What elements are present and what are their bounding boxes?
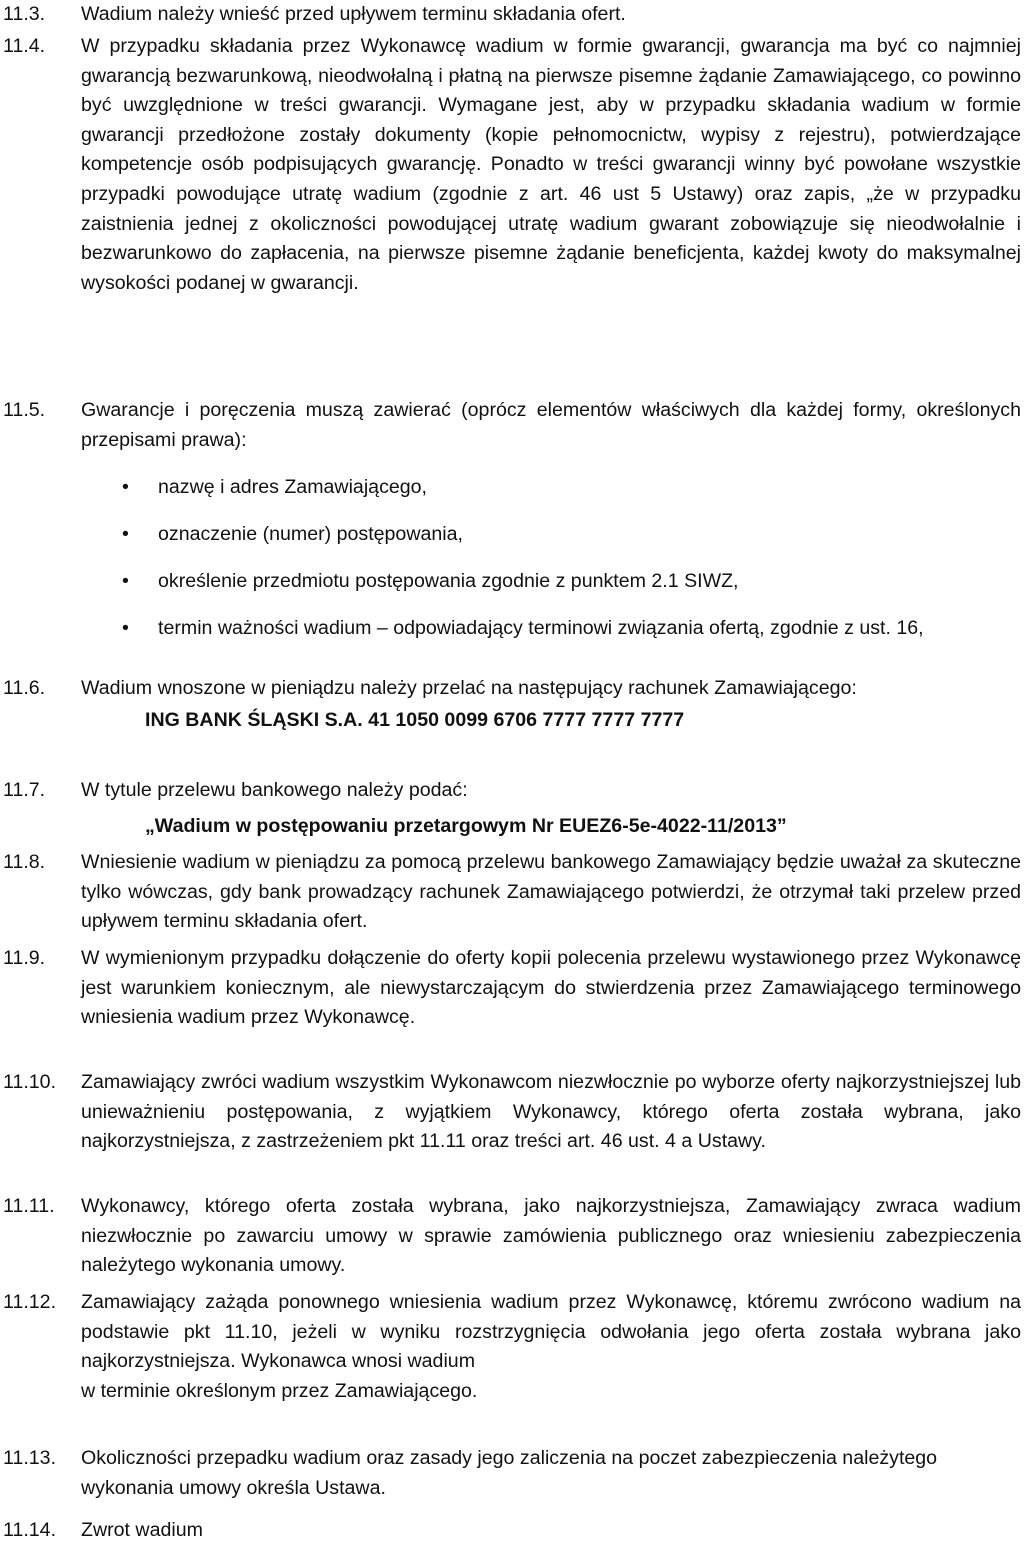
section-11-3 bbox=[0, 0, 1024, 30]
section-number: 11.4. bbox=[3, 35, 46, 57]
list-item bbox=[81, 566, 1021, 596]
list-item-text: nazwę i adres Zamawiającego, bbox=[158, 476, 428, 499]
section-text: Zwrot wadium bbox=[81, 1519, 203, 1541]
section-11-12 bbox=[0, 1288, 1024, 1406]
bullet-icon: • bbox=[122, 476, 129, 499]
section-11-8 bbox=[0, 848, 1024, 937]
section-number: 11.13. bbox=[3, 1447, 57, 1469]
list-item-text: oznaczenie (numer) postępowania, bbox=[158, 523, 463, 546]
bullet-icon: • bbox=[122, 523, 129, 546]
list-item bbox=[81, 613, 1021, 643]
section-text: Okoliczności przepadku wadium oraz zasady jego zaliczenia na poczet zabezpieczenia należytego wykonania umowy określa Ustawa. bbox=[81, 1447, 938, 1499]
section-text: Wykonawcy, którego oferta została wybrana, jako najkorzystniejsza, Zamawiający zwraca wadium niezwłocznie po zawarciu umowy w sprawie zamówienia publicznego oraz wniesieniu zabezpieczenia należytego wykonania umowy. bbox=[81, 1195, 1021, 1277]
section-11-10 bbox=[0, 1068, 1024, 1157]
section-intro: Gwarancje i poręczenia muszą zawierać (oprócz elementów właściwych dla każdej formy, określonych przepisami prawa): bbox=[81, 399, 1021, 451]
section-number: 11.7. bbox=[3, 779, 46, 801]
section-11-13 bbox=[0, 1444, 1024, 1503]
section-number: 11.9. bbox=[3, 947, 46, 969]
section-paragraph: Zamawiający zażąda ponownego wniesienia wadium przez Wykonawcę, któremu zwrócono wadium na podstawie pkt 11.10, jeżeli w wyniku rozstrzygnięcia odwołania jego oferta została wybrana jako najkorzystniejsza. Wykonawca wnosi wadium bbox=[81, 1291, 1021, 1373]
section-text bbox=[81, 396, 1021, 643]
bullet-list bbox=[81, 472, 1021, 643]
list-item bbox=[81, 472, 1021, 502]
bank-account: ING BANK ŚLĄSKI S.A. 41 1050 0099 6706 7777 7777 7777 bbox=[145, 708, 685, 731]
section-text: Wniesienie wadium w pieniądzu za pomocą przelewu bankowego Zamawiający będzie uważał za skuteczne tylko wówczas, gdy bank prowadzący rachunek Zamawiającego potwierdzi, że otrzymał taki przelew przed upływem terminu składania ofert. bbox=[81, 851, 1021, 933]
section-number: 11.10. bbox=[3, 1071, 57, 1093]
section-text bbox=[81, 1288, 1021, 1406]
section-11-9 bbox=[0, 944, 1024, 1033]
section-11-14 bbox=[0, 1516, 1024, 1546]
section-text bbox=[81, 776, 1021, 841]
section-number: 11.8. bbox=[3, 851, 46, 873]
bullet-icon: • bbox=[122, 570, 129, 593]
list-item bbox=[81, 519, 1021, 549]
section-text: W wymienionym przypadku dołączenie do oferty kopii polecenia przelewu wystawionego przez Wykonawcę jest warunkiem koniecznym, ale niewystarczającym do stwierdzenia przez Zamawiającego terminowego wniesienia wadium przez Wykonawcę. bbox=[81, 947, 1021, 1029]
section-paragraph-continued: w terminie określonym przez Zamawiającego. bbox=[81, 1379, 478, 1402]
section-number: 11.3. bbox=[3, 3, 46, 25]
section-text: W przypadku składania przez Wykonawcę wadium w formie gwarancji, gwarancja ma być co najmniej gwarancją bezwarunkową, nieodwołalną i płatną na pierwsze pisemne żądanie Zamawiającego, co powinno być uwzględnione w treści gwarancji. Wymagane jest, aby w przypadku składania wadium w formie gwarancji przedłożone zostały dokumenty (kopie pełnomocnictw, wypisy z rejestru), potwierdzające kompetencje osób podpisujących gwarancję. Ponadto w treści gwarancji winny być powołane wszystkie przypadki powodujące utratę wadium (zgodnie z art. 46 ust 5 Ustawy) oraz zapis, „że w przypadku zaistnienia jednej z okoliczności powodującej utratę wadium gwarant zobowiązuje się nieodwołalnie i bezwarunkowo do zapłacenia, na pierwsze pisemne żądanie beneficjenta, każdej kwoty do maksymalnej wysokości podanej w gwarancji. bbox=[81, 35, 1021, 294]
transfer-title: „Wadium w postępowaniu przetargowym Nr EUEZ6-5e-4022-11/2013” bbox=[145, 814, 787, 837]
list-item-text: termin ważności wadium – odpowiadający terminowi związania ofertą, zgodnie z ust. 16, bbox=[158, 617, 924, 640]
section-intro: W tytule przelewu bankowego należy podać: bbox=[81, 779, 468, 801]
section-number: 11.6. bbox=[3, 677, 46, 699]
section-11-5 bbox=[0, 396, 1024, 643]
section-11-6 bbox=[0, 674, 1024, 735]
section-11-4 bbox=[0, 32, 1024, 298]
section-number: 11.5. bbox=[3, 399, 46, 421]
list-item-text: określenie przedmiotu postępowania zgodnie z punktem 2.1 SIWZ, bbox=[158, 570, 739, 593]
section-intro: Wadium wnoszone w pieniądzu należy przelać na następujący rachunek Zamawiającego: bbox=[81, 677, 857, 699]
section-number: 11.14. bbox=[3, 1519, 57, 1541]
section-11-7 bbox=[0, 776, 1024, 841]
bullet-icon: • bbox=[122, 617, 129, 640]
section-text: Zamawiający zwróci wadium wszystkim Wykonawcom niezwłocznie po wyborze oferty najkorzystniejszej lub unieważnieniu postępowania, z wyjątkiem Wykonawcy, którego oferta została wybrana, jako najkorzystniejsza, z zastrzeżeniem pkt 11.11 oraz treści art. 46 ust. 4 a Ustawy. bbox=[81, 1071, 1021, 1153]
section-text: Wadium należy wnieść przed upływem terminu składania ofert. bbox=[81, 3, 626, 25]
section-11-11 bbox=[0, 1192, 1024, 1281]
section-number: 11.11. bbox=[3, 1195, 55, 1217]
section-number: 11.12. bbox=[3, 1291, 57, 1313]
section-text bbox=[81, 674, 1021, 735]
